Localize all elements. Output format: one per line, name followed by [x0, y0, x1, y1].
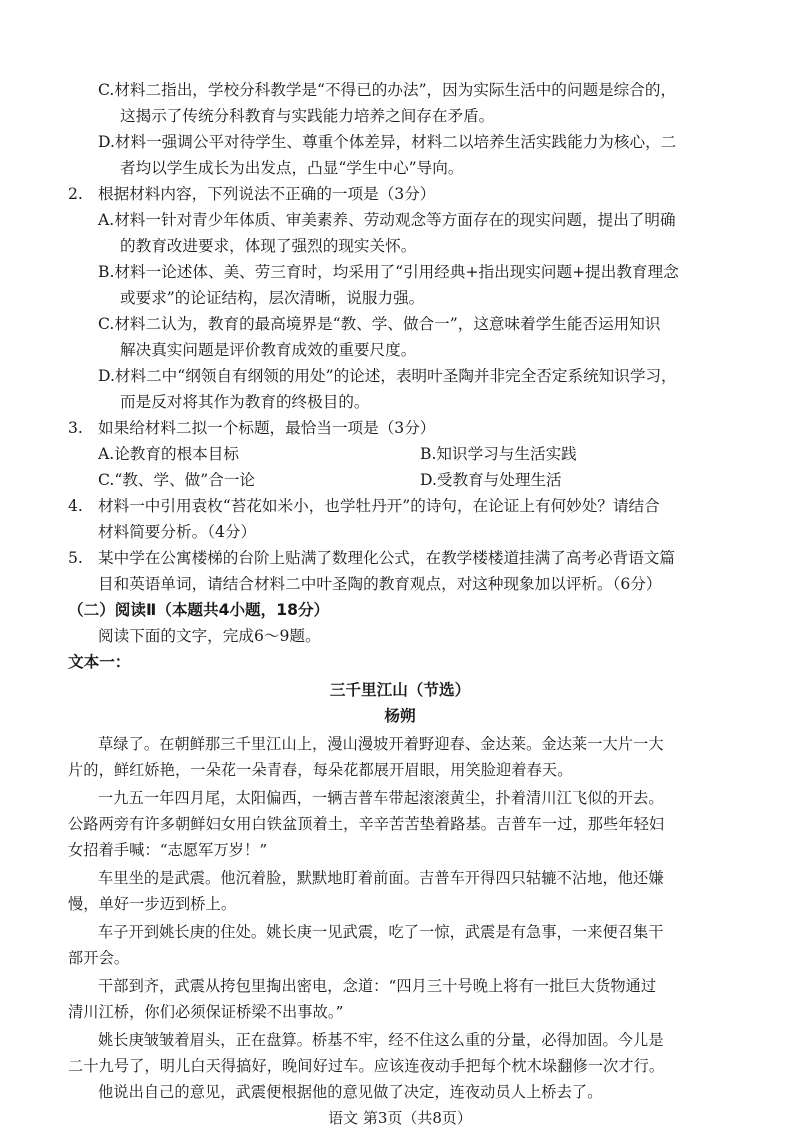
q5-line1: 某中学在公寓楼梯的台阶上贴满了数理化公式，在教学楼楼道挂满了高考必背语文篇 — [98, 549, 675, 567]
q5-line2: 目和英语单词，请结合材料二中叶圣陶的教育观点，对这种现象加以评析。（6分） — [98, 575, 662, 593]
page-footer: 语文 第3页（共8页） — [328, 1109, 472, 1127]
q4-line2: 材料简要分析。（4分） — [98, 523, 257, 541]
article-title: 三千里江山（节选） — [329, 681, 471, 699]
q2-option-b-line2: 或要求”的论证结构，层次清晰，说服力强。 — [120, 289, 425, 307]
q3-option-a: A.论教育的根本目标 — [98, 445, 239, 463]
text-one-label: 文本一： — [68, 653, 131, 671]
article-line: 慢，单好一步迈到桥上。 — [68, 895, 237, 913]
q3-option-d: D.受教育与处理生活 — [420, 471, 562, 489]
section-header: （二）阅读Ⅱ（本题共4小题，18分） — [68, 601, 330, 619]
q1-option-d-line2: 者均以学生成长为出发点，凸显“学生中心”导向。 — [120, 159, 464, 177]
article-author: 杨朔 — [384, 707, 416, 725]
q1-option-c-line1: C.材料二指出，学校分科教学是“不得已的办法”，因为实际生活中的问题是综合的， — [98, 81, 677, 99]
q1-option-c-line2: 这揭示了传统分科教育与实践能力培养之间存在矛盾。 — [120, 107, 495, 125]
article-line: 车里坐的是武震。他沉着脸，默默地盯着前面。吉普车开得四只轱辘不沾地，他还嫌 — [98, 869, 664, 887]
article-line: 他说出自己的意见，武震便根据他的意见做了决定，连夜动员人上桥去了。 — [98, 1083, 603, 1101]
q4-line1: 材料一中引用袁枚“苔花如米小，也学牡丹开”的诗句，在论证上有何妙处？请结合 — [98, 497, 660, 515]
q3-option-c: C.“教、学、做”合一论 — [98, 471, 256, 489]
article-line: 姚长庚皱皱着眉头，正在盘算。桥基不牢，经不住这么重的分量，必得加固。今儿是 — [98, 1031, 664, 1049]
q2-option-d-line2: 而是反对将其作为教育的终极目的。 — [120, 393, 370, 411]
article-line: 干部到齐，武震从挎包里掏出密电，念道：“四月三十号晚上将有一批巨大货物通过 — [98, 977, 657, 995]
q2-option-a-line1: A.材料一针对青少年体质、审美素养、劳动观念等方面存在的现实问题，提出了明确 — [98, 211, 676, 229]
q3-option-b: B.知识学习与生活实践 — [420, 445, 577, 463]
q1-option-d-line1: D.材料一强调公平对待学生、尊重个体差异，材料二以培养生活实践能力为核心，二 — [98, 133, 677, 151]
q2-option-b-line1: B.材料一论述体、美、劳三育时，均采用了“引用经典+指出现实问题+提出教育理念 — [98, 263, 679, 281]
section-instruction: 阅读下面的文字，完成6～9题。 — [98, 627, 321, 645]
article-line: 车子开到姚长庚的住处。姚长庚一见武震，吃了一惊，武震是有急事，一来便召集干 — [98, 923, 664, 941]
article-line: 一九五一年四月尾，太阳偏西，一辆吉普车带起滚滚黄尘，扑着清川江飞似的开去。 — [98, 789, 664, 807]
article-line: 草绿了。在朝鲜那三千里江山上，漫山漫坡开着野迎春、金达莱。金达莱一大片一大 — [98, 735, 664, 753]
q2-option-d-line1: D.材料二中“纲领自有纲领的用处”的论述，表明叶圣陶并非完全否定系统知识学习， — [98, 367, 677, 385]
q3-stem: 如果给材料二拟一个标题，最恰当一项是（3分） — [98, 419, 436, 437]
q2-stem: 根据材料内容，下列说法不正确的一项是（3分） — [98, 185, 436, 203]
article-line: 公路两旁有许多朝鲜妇女用白铁盆顶着土，辛辛苦苦垫着路基。吉普车一过，那些年轻妇 — [68, 815, 665, 833]
article-line: 部开会。 — [68, 949, 130, 967]
q2-option-a-line2: 的教育改进要求，体现了强烈的现实关怀。 — [120, 237, 417, 255]
q3-number: 3. — [68, 419, 83, 437]
article-line: 片的，鲜红娇艳，一朵花一朵青春，每朵花都展开眉眼，用笑脸迎着春天。 — [68, 761, 573, 779]
q4-number: 4. — [68, 497, 83, 515]
q2-option-c-line1: C.材料二认为，教育的最高境界是“教、学、做合一”，这意味着学生能否运用知识 — [98, 315, 661, 333]
article-line: 清川江桥，你们必须保证桥梁不出事故。” — [68, 1003, 344, 1021]
q2-option-c-line2: 解决真实问题是评价教育成效的重要尺度。 — [120, 341, 417, 359]
article-line: 女招着手喊：“志愿军万岁！” — [68, 841, 268, 859]
article-line: 二十九号了，明儿白天得搞好，晚间好过车。应该连夜动手把每个枕木垛翻修一次才行。 — [68, 1057, 665, 1075]
q2-number: 2. — [68, 185, 83, 203]
q5-number: 5. — [68, 549, 83, 567]
